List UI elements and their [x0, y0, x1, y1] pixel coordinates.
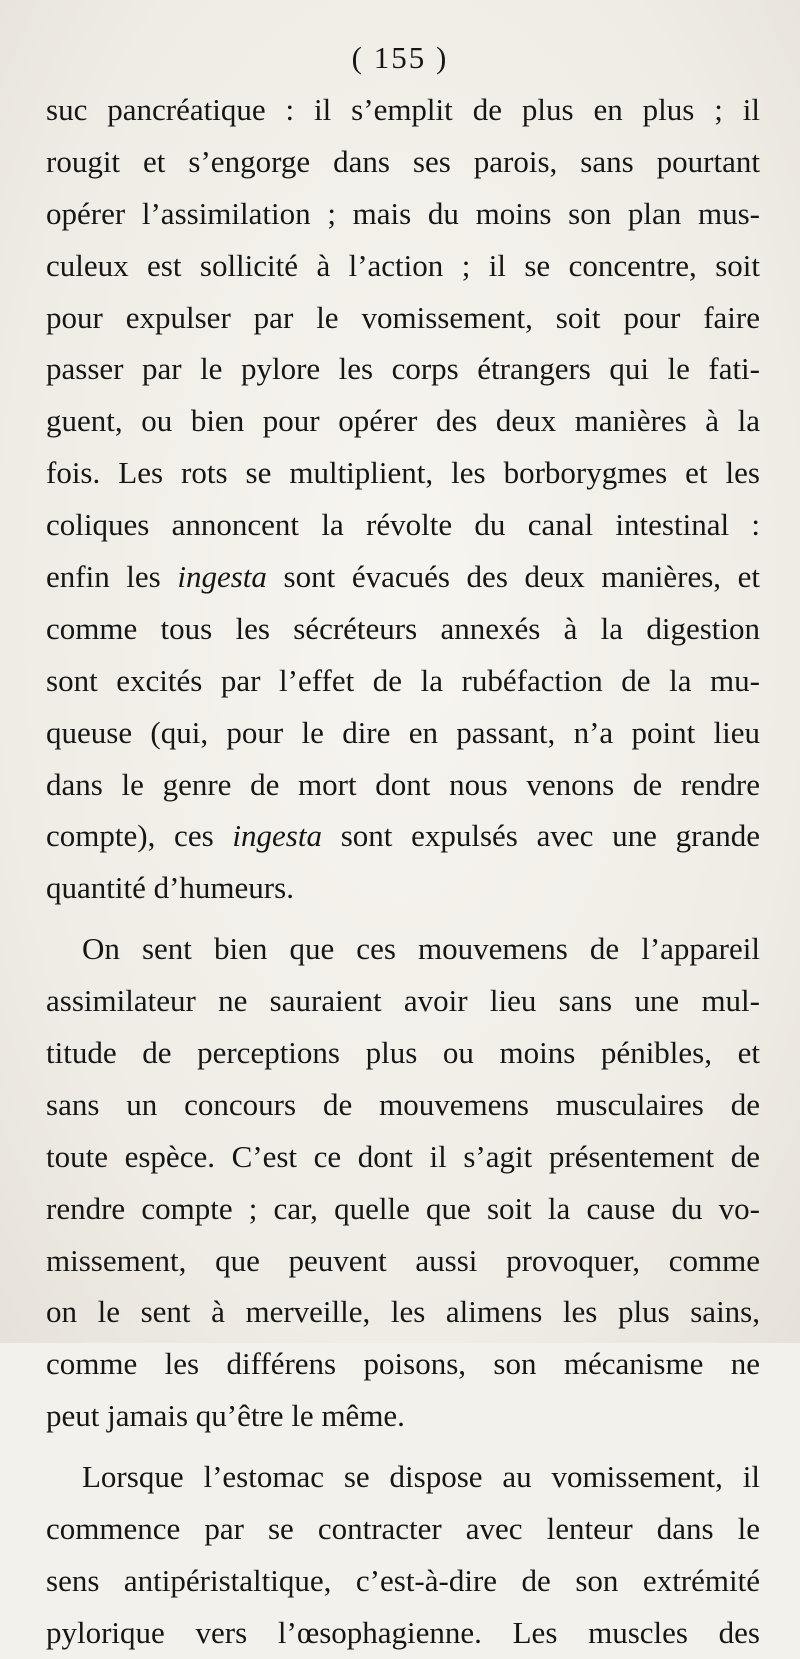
text-line: sens antipéristaltique, c’est-à-dire de son extrémité	[46, 1562, 760, 1598]
text-line: assimilateur ne sauraient avoir lieu sans une mul-	[46, 983, 760, 1019]
body-text	[46, 84, 760, 1659]
text-line: coliques annoncent la révolte du canal intestinal :	[46, 507, 760, 543]
text-line: on le sent à merveille, les alimens les plus sains,	[46, 1294, 760, 1330]
text-line: enfin les ingesta sont évacués des deux manières, et	[46, 559, 761, 595]
text-line: sont excités par l’effet de la rubéfaction de la mu-	[46, 662, 760, 698]
text-line: suc pancréatique : il s’emplit de plus en plus ; il	[46, 92, 760, 127]
text-line: titude de perceptions plus ou moins pénibles, et	[46, 1035, 760, 1071]
text-line: passer par le pylore les corps étrangers qui le fati-	[46, 351, 760, 387]
text-line: guent, ou bien pour opérer des deux manières à la	[46, 403, 760, 439]
text-line: sans un concours de mouvemens musculaires de	[46, 1086, 760, 1122]
text-line: queuse (qui, pour le dire en passant, n’a point lieu	[46, 714, 760, 750]
text-line: missement, que peuvent aussi provoquer, comme	[46, 1242, 760, 1278]
text-line: fois. Les rots se multiplient, les borborygmes et les	[46, 455, 760, 491]
text-line: On sent bien que ces mouvemens de l’appareil	[82, 931, 760, 967]
text-line: rougit et s’engorge dans ses parois, sans pourtant	[46, 143, 760, 179]
text-line: Lorsque l’estomac se dispose au vomissement, il	[82, 1459, 760, 1495]
text-line: opérer l’assimilation ; mais du moins son plan mus-	[46, 195, 760, 231]
paragraph-1	[46, 84, 760, 914]
text-line: compte), ces ingesta sont expulsés avec une grande	[46, 818, 760, 854]
paragraph-2	[46, 923, 760, 1442]
text-line: dans le genre de mort dont nous venons de rendre	[46, 766, 760, 802]
text-line: culeux est sollicité à l’action ; il se concentre, soit	[46, 247, 760, 283]
page-number: ( 155 )	[351, 40, 449, 75]
text-line: commence par se contracter avec lenteur dans le	[46, 1511, 760, 1547]
text-line: rendre compte ; car, quelle que soit la cause du vo-	[46, 1190, 760, 1226]
text-line: pour expulser par le vomissement, soit pour faire	[46, 299, 760, 335]
text-line: comme tous les sécréteurs annexés à la digestion	[46, 610, 760, 646]
text-line: pylorique vers l’œsophagienne. Les muscles des	[46, 1614, 760, 1650]
text-line: comme les différens poisons, son mécanisme ne	[46, 1346, 760, 1382]
text-line: toute espèce. C’est ce dont il s’agit présentement de	[46, 1138, 760, 1174]
text-line: quantité d’humeurs.	[46, 870, 294, 906]
text-line: peut jamais qu’être le même.	[46, 1398, 405, 1434]
paragraph-3	[46, 1451, 760, 1659]
